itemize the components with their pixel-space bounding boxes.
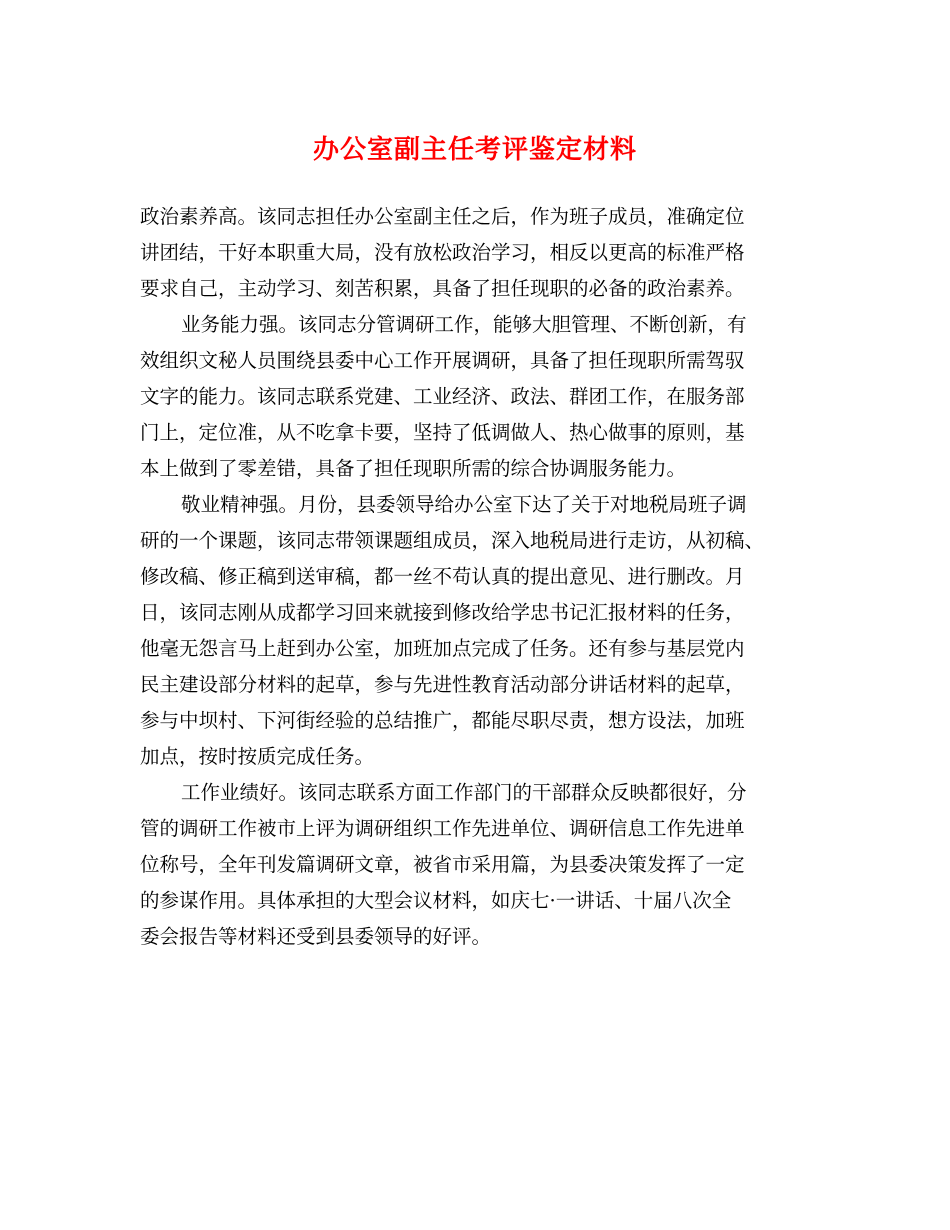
document-body [140,199,820,955]
body-text-line: 参与中坝村、下河街经验的总结推广，都能尽职尽责，想方设法，加班 [140,709,745,732]
body-text-line: 日，该同志刚从成都学习回来就接到修改给学忠书记汇报材料的任务， [140,601,745,624]
body-text-line: 工作业绩好。该同志联系方面工作部门的干部群众反映都很好，分 [181,781,747,804]
body-text-line: 政治素养高。该同志担任办公室副主任之后，作为班子成员，准确定位 [140,205,745,228]
body-text-line: 门上，定位准，从不吃拿卡要，坚持了低调做人、热心做事的原则，基 [140,421,745,444]
body-text-line: 讲团结，干好本职重大局，没有放松政治学习，相反以更高的标准严格 [140,241,745,264]
body-text-line: 加点，按时按质完成任务。 [140,745,375,768]
body-text-line: 本上做到了零差错，具备了担任现职所需的综合协调服务能力。 [140,457,687,480]
body-text-line: 文字的能力。该同志联系党建、工业经济、政法、群团工作，在服务部 [140,385,745,408]
body-text-line: 业务能力强。该同志分管调研工作，能够大胆管理、不断创新，有 [181,313,747,336]
body-text-line: 的参谋作用。具体承担的大型会议材料，如庆七·一讲话、十届八次全 [140,889,732,912]
body-text-line: 委会报告等材料还受到县委领导的好评。 [140,925,492,948]
body-text-line: 效组织文秘人员围绕县委中心工作开展调研，具备了担任现职所需驾驭 [140,349,745,372]
document-title: 办公室副主任考评鉴定材料 [312,135,637,165]
body-text-line: 位称号，全年刊发篇调研文章，被省市采用篇，为县委决策发挥了一定 [140,853,745,876]
body-text-line: 他毫无怨言马上赶到办公室，加班加点完成了任务。还有参与基层党内 [140,637,745,660]
body-text-line: 管的调研工作被市上评为调研组织工作先进单位、调研信息工作先进单 [140,817,745,840]
body-text-line: 修改稿、修正稿到送审稿，都一丝不苟认真的提出意见、进行删改。月 [140,565,745,588]
body-text-line: 民主建设部分材料的起草，参与先进性教育活动部分讲话材料的起草， [140,673,745,696]
body-text-line: 敬业精神强。月份，县委领导给办公室下达了关于对地税局班子调 [181,493,747,516]
body-text-line: 研的一个课题，该同志带领课题组成员，深入地税局进行走访，从初稿、 [140,529,765,552]
body-text-line: 要求自己，主动学习、刻苦积累，具备了担任现职的必备的政治素养。 [140,277,745,300]
